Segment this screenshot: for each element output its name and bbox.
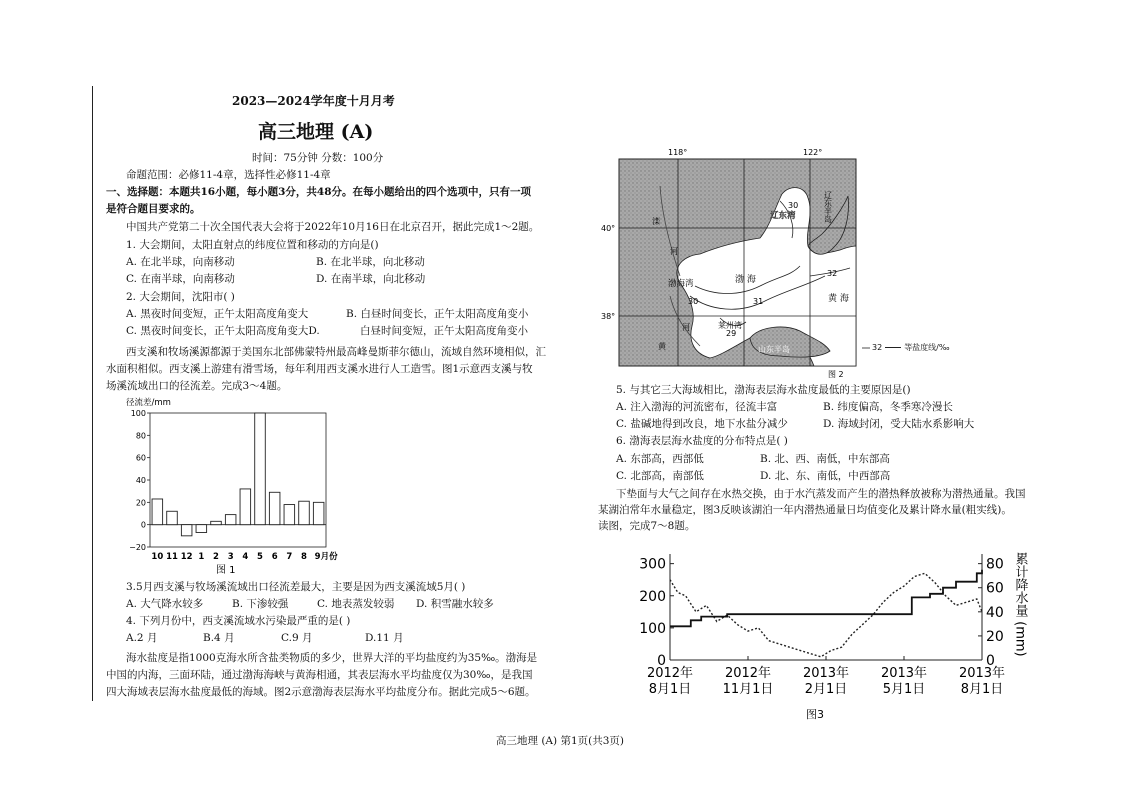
q5-option-a[interactable]: A. 注入渤海的河流密布，径流丰富 xyxy=(616,401,778,413)
q1-stem: 1. 大会期间，太阳直射点的纬度位置和移动的方向是() xyxy=(126,239,379,251)
fig1-xtick: 7 xyxy=(286,552,293,562)
q5-option-c[interactable]: C. 盐碱地得到改良，地下水盐分减少 xyxy=(616,418,788,430)
exam-title: 2023—2024学年度十月月考 xyxy=(232,94,395,108)
q3-option-b[interactable]: B. 下渗较强 xyxy=(232,598,289,610)
fig3-left-tick: 200 xyxy=(639,588,666,605)
fig3-right-tick: 40 xyxy=(986,604,1004,621)
q2-option-c[interactable]: C. 黑夜时间变长，正午太阳高度角变大D. xyxy=(126,325,320,337)
fig3-precipitation-series xyxy=(670,570,982,627)
group4-intro-3: 读图，完成7～8题。 xyxy=(598,520,696,532)
q4-option-a[interactable]: A.2 月 xyxy=(126,632,158,644)
fig3-xtick-day: 8月1日 xyxy=(960,682,1004,697)
map-iso-30: 30 xyxy=(788,201,799,210)
fig3-right-tick: 60 xyxy=(986,580,1004,597)
fig3-caption: 图3 xyxy=(806,708,824,721)
fig3-xtick-year: 2013年 xyxy=(958,666,1006,681)
fig3-xtick-year: 2013年 xyxy=(802,666,850,681)
map-bohai-bay: 渤海湾 xyxy=(668,279,694,289)
q4-stem: 4. 下列月份中，西支溪流域水污染最严重的是( ) xyxy=(126,615,351,627)
figure1-bar-chart xyxy=(120,395,350,577)
q6-option-a[interactable]: A. 东部高，西部低 xyxy=(616,453,704,465)
map-caption: 图 2 xyxy=(828,370,844,379)
fig1-xtick: 8 xyxy=(301,552,307,562)
fig3-right-label: 累计降水量 (mm) xyxy=(1012,552,1028,657)
map-lon-122: 122° xyxy=(803,148,823,157)
fig1-bar xyxy=(211,521,222,524)
fig1-ytick: 0 xyxy=(140,520,146,530)
fig3-xtick-year: 2012年 xyxy=(724,666,772,681)
fig3-xtick-day: 8月1日 xyxy=(648,682,692,697)
map-iso-29: 29 xyxy=(726,329,737,338)
fig1-ytick: 100 xyxy=(130,409,146,418)
q2-option-d[interactable]: 白昼时间变短，正午太阳高度角变小 xyxy=(360,325,528,337)
fig1-xtick: 2 xyxy=(213,552,219,562)
fig3-right-tick: 0 xyxy=(986,653,995,669)
section1-heading-2: 是符合题目要求的。 xyxy=(106,203,201,215)
figure3-line-chart xyxy=(630,542,1036,724)
q2-option-a[interactable]: A. 黑夜时间变短，正午太阳高度角变大 xyxy=(126,308,309,320)
q5-option-b[interactable]: B. 纬度偏高，冬季寒冷漫长 xyxy=(823,401,953,413)
fig1-xtick: 9月份 xyxy=(314,552,338,562)
fig1-ytick: −20 xyxy=(129,543,146,552)
map-river-he2: 河 xyxy=(682,323,690,332)
q5-stem: 5. 与其它三大海域相比，渤海表层海水盐度最低的主要原因是() xyxy=(616,384,911,396)
q2-option-b[interactable]: B. 白昼时间变长，正午太阳高度角变小 xyxy=(346,308,529,320)
group3-intro-2: 中国的内海，三面环陆，通过渤海海峡与黄海相通，其表层海水平均盐度仅为30‰，是我国 xyxy=(106,669,533,681)
q4-option-d[interactable]: D.11 月 xyxy=(365,632,404,644)
fig1-xtick: 6 xyxy=(271,552,278,562)
fig1-xtick: 5 xyxy=(257,552,263,562)
binding-line xyxy=(92,86,93,701)
q5-option-d[interactable]: D. 海域封闭，受大陆水系影响大 xyxy=(823,418,975,430)
map-iso-30b: 30 xyxy=(688,297,699,306)
page-footer: 高三地理 (A) 第1页(共3页) xyxy=(496,735,625,747)
time-score: 时间：75分钟 分数：100分 xyxy=(252,152,384,164)
fig3-left-tick: 100 xyxy=(639,620,666,637)
fig1-caption: 图 1 xyxy=(216,565,236,576)
group2-intro-3: 场溪流域出口的径流差。完成3～4题。 xyxy=(106,380,288,392)
map-river-luan: 滦 xyxy=(652,217,660,226)
map-legend: 32 等盐度线/‰ xyxy=(872,343,950,352)
group3-intro-1: 海水盐度是指1000克海水所含盐类物质的多少，世界大洋的平均盐度约为35‰。渤海是 xyxy=(126,652,538,664)
q3-option-d[interactable]: D. 积雪融水较多 xyxy=(416,598,494,610)
fig1-xtick: 3 xyxy=(227,552,234,562)
subject-title: 高三地理 (A) xyxy=(258,121,374,143)
fig1-bar xyxy=(240,489,251,525)
map-liaodong-bay: 辽东湾 xyxy=(770,211,796,221)
q6-stem: 6. 渤海表层海水盐度的分布特点是( ) xyxy=(616,435,788,447)
q2-stem: 2. 大会期间，沈阳市( ) xyxy=(126,291,235,303)
fig1-bar xyxy=(181,525,192,536)
fig1-bar xyxy=(167,511,178,524)
map-lon-118: 118° xyxy=(668,148,688,157)
map-river-he1: 河 xyxy=(670,247,678,256)
group3-intro-3: 四大海域表层海水盐度最低的海域。图2示意渤海表层海水平均盐度分布。据此完成5～6题。 xyxy=(106,686,536,698)
fig1-ylabel: 径流差/mm xyxy=(126,398,171,408)
fig3-right-tick: 20 xyxy=(986,628,1004,645)
fig1-bar xyxy=(152,499,163,525)
q1-option-d[interactable]: D. 在南半球，向北移动 xyxy=(316,273,426,285)
fig3-right-tick: 80 xyxy=(986,556,1004,573)
group4-intro-1: 下垫面与大气之间存在水热交换，由于水汽蒸发而产生的潜热释放被称为潜热通量。我国 xyxy=(616,488,1026,500)
fig1-xtick: 4 xyxy=(242,552,249,562)
q1-option-a[interactable]: A. 在北半球，向南移动 xyxy=(126,256,235,268)
fig3-xtick-year: 2013年 xyxy=(880,666,928,681)
fig1-ytick: 20 xyxy=(135,498,146,508)
map-iso-31: 31 xyxy=(753,297,764,306)
fig3-xtick-year: 2012年 xyxy=(646,666,694,681)
fig1-bar xyxy=(299,501,310,524)
fig3-xtick-day: 2月1日 xyxy=(804,682,848,697)
fig1-bar xyxy=(269,492,280,524)
fig3-left-tick: 0 xyxy=(657,653,666,669)
q6-option-c[interactable]: C. 北部高，南部低 xyxy=(616,470,704,482)
map-shandong-label: 山东半岛 xyxy=(758,345,790,354)
fig1-plot-frame xyxy=(150,413,326,547)
fig1-xtick: 1 xyxy=(198,552,205,562)
fig1-bar xyxy=(255,413,266,525)
fig1-xtick: 11 xyxy=(166,552,178,562)
map-yellow-sea: 黄 海 xyxy=(828,294,849,304)
group2-intro-1: 西支溪和牧场溪源都源于美国东北部佛蒙特州最高峰曼斯菲尔德山，流域自然环境相似，汇 xyxy=(126,346,546,358)
fig1-xtick: 10 xyxy=(151,552,164,562)
map-iso-32: 32 xyxy=(827,269,838,278)
q3-option-a[interactable]: A. 大气降水较多 xyxy=(126,598,204,610)
fig1-xtick: 12 xyxy=(180,552,193,562)
scope: 命题范围：必修11-4章，选择性必修11-4章 xyxy=(126,169,331,181)
map-liaodong-peninsula-label: 辽东半岛 xyxy=(823,191,833,223)
map-river-huang: 黄 xyxy=(658,342,666,351)
map-lat-40: 40° xyxy=(601,224,616,233)
q6-option-d[interactable]: D. 北、东、南低，中西部高 xyxy=(760,470,891,482)
fig1-bar xyxy=(196,525,207,533)
fig3-xtick-day: 11月1日 xyxy=(722,682,774,697)
q6-option-b[interactable]: B. 北、西、南低，中东部高 xyxy=(760,453,890,465)
fig3-left-tick: 300 xyxy=(639,556,666,573)
group2-intro-2: 水面积相似。西支溪上游建有滑雪场，每年利用西支溪水进行人工造雪。图1示意西支溪与牧 xyxy=(106,363,533,375)
q3-option-c[interactable]: C. 地表蒸发较弱 xyxy=(317,598,395,610)
fig1-bar xyxy=(313,502,324,524)
q1-option-c[interactable]: C. 在南半球，向南移动 xyxy=(126,273,235,285)
q3-stem: 3.5月西支溪与牧场溪流域出口径流差最大，主要是因为西支溪流域5月( ) xyxy=(126,581,466,593)
group4-intro-2: 某湖泊常年水量稳定，图3反映该湖泊一年内潜热通量日均值变化及累计降水量(粗实线)。 xyxy=(598,504,1012,516)
fig1-ytick: 60 xyxy=(135,453,146,463)
map-bohai: 渤 海 xyxy=(735,275,756,285)
q1-option-b[interactable]: B. 在北半球，向北移动 xyxy=(316,256,425,268)
fig1-ytick: 40 xyxy=(135,476,146,485)
q4-option-b[interactable]: B.4 月 xyxy=(203,632,235,644)
fig1-ytick: 80 xyxy=(135,431,146,441)
map-laizhou-bay: 莱州湾 xyxy=(718,321,742,330)
figure2-bohai-map xyxy=(600,146,870,384)
fig3-xtick-day: 5月1日 xyxy=(882,682,926,697)
section1-heading: 一、选择题：本题共16小题，每小题3分，共48分。在每小题给出的四个选项中，只有一项 xyxy=(106,186,532,198)
fig1-bar xyxy=(225,515,236,525)
q4-option-c[interactable]: C.9 月 xyxy=(281,632,313,644)
map-lat-38: 38° xyxy=(601,312,616,321)
fig1-bar xyxy=(284,505,295,525)
group1-intro: 中国共产党第二十次全国代表大会将于2022年10月16日在北京召开，据此完成1～2题。 xyxy=(126,221,540,233)
